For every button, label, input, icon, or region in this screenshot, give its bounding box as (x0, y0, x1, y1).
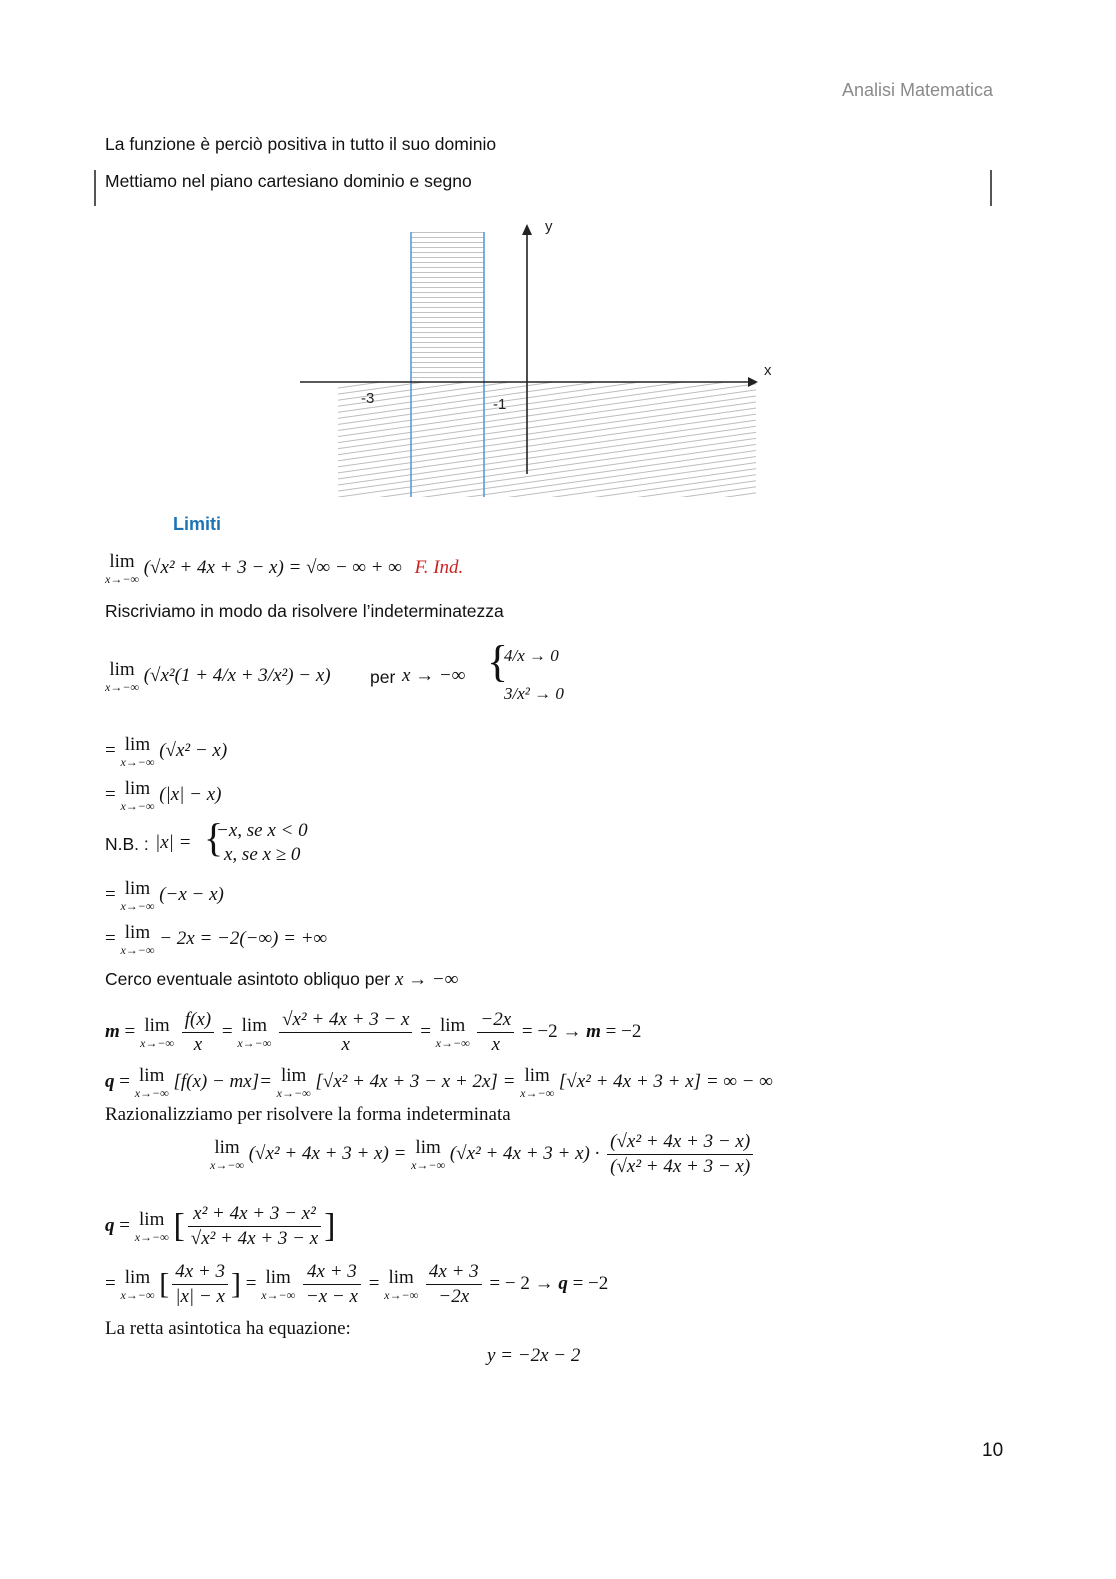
fraction-minus-2x: $\frac{4x + 3}{-2x}$ (426, 1262, 482, 1307)
lim-operator: lim x→−∞ (120, 734, 155, 769)
lim-operator: lim x→−∞ (120, 778, 155, 813)
shaded-region-upper (411, 232, 484, 382)
limit-expression: − 2x = −2(−∞) = +∞ (159, 927, 328, 949)
lim-operator: lim x→−∞ (384, 1266, 419, 1302)
section-title-limiti: Limiti (173, 514, 221, 534)
right-margin-bar (990, 170, 992, 206)
nb-label: N.B. : (105, 834, 149, 854)
limit-expression: (√x² + 4x + 3 − x) = √∞ − ∞ + ∞ (143, 556, 402, 578)
nb-abs: |x| = (155, 832, 192, 853)
m-line: m = lim x→−∞ $\frac{f(x)}{x}$ = lim x→−∞ $\frac{\text{√x² + 4x + 3 − x}}{x}$ = lim x→−∞ $\frac{-2x}{x}$ = −2 → m = −2 (105, 1009, 642, 1055)
lim-operator: lim x→−∞ (120, 878, 155, 913)
nb-case-1: −x, se x < 0 (216, 820, 308, 841)
per-text: per (370, 667, 396, 687)
oblique-intro-text: Cerco eventuale asintoto obliquo per x → −∞ (105, 969, 459, 990)
asymptote-equation: y = −2x − 2 (487, 1345, 581, 1366)
oblique-intro-expression: x → −∞ (394, 969, 459, 990)
fraction-abs: $\frac{4x + 3}{|x| - x}$ (172, 1262, 228, 1307)
tick-label-minus-3: -3 (361, 390, 375, 407)
lim-operator: lim x→−∞ (134, 1065, 169, 1100)
limit-line-4 (105, 779, 222, 812)
lim-operator: lim x→−∞ (134, 1208, 169, 1244)
equals-sign: = (105, 883, 116, 905)
tick-label-minus-1: -1 (493, 396, 507, 413)
lim-operator: lim x→−∞ (237, 1014, 272, 1050)
rationalize-text: Razionalizziamo per risolvere la forma indeterminata (105, 1104, 511, 1125)
q-label: q (105, 1070, 115, 1092)
lim-operator: lim x→−∞ (120, 1266, 155, 1302)
limit-expression: (|x| − x) (159, 783, 222, 805)
running-header: Analisi Matematica (842, 80, 994, 100)
lim-operator: lim x→−∞ (435, 1014, 470, 1050)
intro-line-1: La funzione è perciò positiva in tutto il suo dominio (105, 134, 497, 154)
limit-line-6 (105, 923, 327, 956)
fraction-fx-over-x: $\frac{f(x)}{x}$ (182, 1010, 214, 1055)
equals-sign: = (105, 783, 116, 805)
lim-operator: lim x→−∞ (105, 551, 139, 586)
lim-operator: lim x→−∞ (520, 1065, 555, 1100)
condition-1: 4/x → 0 (504, 646, 559, 665)
left-margin-bar (94, 170, 96, 206)
domain-sign-graph (290, 210, 790, 505)
lim-operator: lim x→−∞ (140, 1014, 174, 1050)
asymptote-text: La retta asintotica ha equazione: (105, 1318, 351, 1339)
y-axis-arrow-icon (522, 224, 532, 235)
shaded-region-lower (338, 382, 756, 497)
fraction-minus2x-over-x: $\frac{-2x}{x}$ (477, 1010, 514, 1055)
limit-line-3 (105, 735, 227, 768)
limit-line-2 (105, 660, 331, 693)
page-number: 10 (982, 1440, 1004, 1461)
q-line-2: q = lim x→−∞ [ $\frac{\text{x² + 4x + 3 − x²}}{\text{√x² + 4x + 3 − x}}$ ] (105, 1203, 336, 1249)
fraction-root-over-x: $\frac{\text{√x² + 4x + 3 − x}}{x}$ (279, 1010, 412, 1055)
lim-operator: lim x→−∞ (210, 1136, 244, 1172)
nb-brace-icon: { (204, 815, 224, 860)
fraction-conjugate: $\frac{\text{(√x² + 4x + 3 − x)}}{\text{(√x² + 4x + 3 − x)}}$ (607, 1132, 753, 1177)
q-line-3: = lim x→−∞ [ $\frac{4x + 3}{|x| - x}$ ] = lim x→−∞ $\frac{4x + 3}{-x - x}$ = lim x→−∞ $\frac{4x + 3}{-2x}$ = − 2 → q = −2 (105, 1261, 609, 1307)
lim-operator: lim x→−∞ (261, 1266, 296, 1302)
m-label: m (105, 1020, 120, 1042)
rewrite-text: Riscriviamo in modo da risolvere l’indeterminatezza (105, 601, 504, 621)
fraction-minus-x: $\frac{4x + 3}{-x - x}$ (303, 1262, 361, 1307)
indeterminate-note: F. Ind. (414, 556, 464, 578)
x-axis-label: x (764, 362, 772, 379)
condition-2: 3/x² → 0 (504, 684, 564, 703)
y-axis-label: y (545, 218, 553, 235)
per-expression: x → −∞ (402, 665, 466, 686)
lim-operator: lim x→−∞ (105, 659, 139, 694)
limit-expression: (−x − x) (159, 883, 224, 905)
q-line: q = lim x→−∞ [f(x) − mx]= lim x→−∞ [√x² + 4x + 3 − x + 2x] = lim x→−∞ [√x² + 4x + 3 + x] = ∞ − ∞ (105, 1065, 773, 1100)
fraction-rationalized: $\frac{\text{x² + 4x + 3 − x²}}{\text{√x² + 4x + 3 − x}}$ (188, 1204, 321, 1249)
limit-expression: (√x²(1 + 4/x + 3/x²) − x) (143, 664, 331, 686)
nb-case-2: x, se x ≥ 0 (224, 844, 301, 865)
limit-expression: (√x² − x) (159, 739, 228, 761)
lim-operator: lim x→−∞ (120, 922, 155, 957)
intro-line-2: Mettiamo nel piano cartesiano dominio e segno (105, 171, 472, 191)
lim-operator: lim x→−∞ (276, 1065, 311, 1100)
equals-sign: = (105, 927, 116, 949)
limit-line-5 (105, 879, 224, 912)
brace-icon: { (487, 637, 509, 686)
limit-line-1 (105, 552, 463, 585)
rationalization-line: lim x→−∞ (√x² + 4x + 3 + x) = lim x→−∞ (√x² + 4x + 3 + x) · $\frac{\text{(√x² + 4x + 3 − x)}}{\text{(√x² + 4x + 3 − x)}}$ (210, 1132, 756, 1177)
equals-sign: = (105, 739, 116, 761)
lim-operator: lim x→−∞ (411, 1136, 446, 1172)
